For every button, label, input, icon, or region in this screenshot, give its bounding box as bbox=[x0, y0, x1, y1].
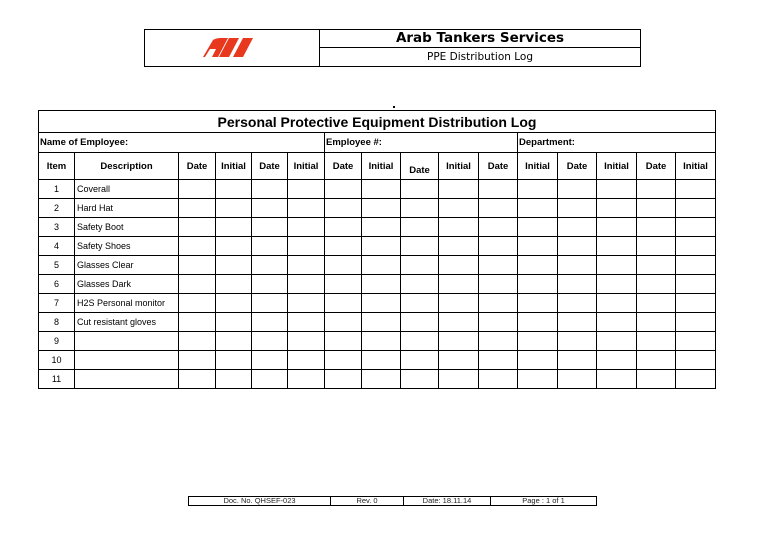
initial-cell[interactable] bbox=[518, 370, 558, 389]
table-row bbox=[39, 256, 716, 275]
item-number: 2 bbox=[39, 199, 75, 218]
initial-cell[interactable] bbox=[676, 294, 716, 313]
initial-cell[interactable] bbox=[216, 370, 252, 389]
table-row bbox=[39, 275, 716, 294]
initial-cell[interactable] bbox=[439, 180, 479, 199]
date-cell[interactable] bbox=[325, 351, 362, 370]
date-cell[interactable] bbox=[179, 275, 216, 294]
initial-cell[interactable] bbox=[362, 275, 401, 294]
date-cell[interactable] bbox=[179, 313, 216, 332]
document-header bbox=[144, 29, 641, 67]
item-number: 3 bbox=[39, 218, 75, 237]
initial-cell[interactable] bbox=[597, 199, 637, 218]
date-cell[interactable] bbox=[558, 313, 597, 332]
column-header: Initial bbox=[518, 153, 558, 180]
initial-cell[interactable] bbox=[288, 294, 325, 313]
column-header: Description bbox=[75, 153, 179, 180]
initial-cell[interactable] bbox=[518, 332, 558, 351]
initial-cell[interactable] bbox=[518, 351, 558, 370]
date-cell[interactable] bbox=[479, 180, 518, 199]
table-row bbox=[39, 294, 716, 313]
initial-cell[interactable] bbox=[439, 237, 479, 256]
date-cell[interactable] bbox=[637, 351, 676, 370]
initial-cell[interactable] bbox=[216, 180, 252, 199]
initial-cell[interactable] bbox=[676, 370, 716, 389]
table-row bbox=[39, 180, 716, 199]
document-footer bbox=[188, 496, 597, 506]
initial-cell[interactable] bbox=[439, 256, 479, 275]
column-header: Initial bbox=[216, 153, 252, 180]
column-header: Date bbox=[179, 153, 216, 180]
item-number: 1 bbox=[39, 180, 75, 199]
date-cell[interactable] bbox=[401, 275, 439, 294]
company-name: Arab Tankers Services bbox=[320, 30, 640, 48]
initial-cell[interactable] bbox=[288, 351, 325, 370]
item-description: Glasses Clear bbox=[75, 256, 179, 275]
column-header: Initial bbox=[288, 153, 325, 180]
initial-cell[interactable] bbox=[216, 218, 252, 237]
date-cell[interactable] bbox=[479, 332, 518, 351]
item-number: 10 bbox=[39, 351, 75, 370]
column-header: Item bbox=[39, 153, 75, 180]
item-description: Safety Shoes bbox=[75, 237, 179, 256]
initial-cell[interactable] bbox=[288, 199, 325, 218]
initial-cell[interactable] bbox=[676, 351, 716, 370]
table-row bbox=[39, 332, 716, 351]
initial-cell[interactable] bbox=[288, 313, 325, 332]
date-cell[interactable] bbox=[179, 180, 216, 199]
item-number: 11 bbox=[39, 370, 75, 389]
initial-cell[interactable] bbox=[439, 294, 479, 313]
date-cell[interactable] bbox=[325, 275, 362, 294]
column-header: Initial bbox=[362, 153, 401, 180]
employee-number-field[interactable]: Employee #: bbox=[325, 133, 518, 153]
initial-cell[interactable] bbox=[518, 256, 558, 275]
date-cell[interactable] bbox=[325, 237, 362, 256]
item-description: Safety Boot bbox=[75, 218, 179, 237]
initial-cell[interactable] bbox=[362, 256, 401, 275]
date-cell[interactable] bbox=[325, 294, 362, 313]
initial-cell[interactable] bbox=[597, 256, 637, 275]
date-cell[interactable] bbox=[558, 294, 597, 313]
date-cell[interactable] bbox=[325, 332, 362, 351]
initial-cell[interactable] bbox=[362, 370, 401, 389]
date-cell[interactable] bbox=[179, 218, 216, 237]
initial-cell[interactable] bbox=[676, 180, 716, 199]
initial-cell[interactable] bbox=[216, 351, 252, 370]
date-cell[interactable] bbox=[401, 294, 439, 313]
date-cell[interactable] bbox=[637, 370, 676, 389]
item-number: 5 bbox=[39, 256, 75, 275]
date-cell[interactable] bbox=[401, 332, 439, 351]
date-cell[interactable] bbox=[325, 313, 362, 332]
initial-cell[interactable] bbox=[518, 275, 558, 294]
date-cell[interactable] bbox=[252, 199, 288, 218]
initial-cell[interactable] bbox=[518, 313, 558, 332]
date-cell[interactable] bbox=[637, 275, 676, 294]
date-cell[interactable] bbox=[637, 199, 676, 218]
item-number: 8 bbox=[39, 313, 75, 332]
initial-cell[interactable] bbox=[597, 275, 637, 294]
date-cell[interactable] bbox=[637, 313, 676, 332]
initial-cell[interactable] bbox=[597, 332, 637, 351]
column-header: Date bbox=[558, 153, 597, 180]
date-cell[interactable] bbox=[558, 332, 597, 351]
initial-cell[interactable] bbox=[518, 218, 558, 237]
initial-cell[interactable] bbox=[676, 313, 716, 332]
date-cell[interactable] bbox=[637, 332, 676, 351]
date-cell[interactable] bbox=[401, 218, 439, 237]
date-cell[interactable] bbox=[252, 237, 288, 256]
table-row bbox=[39, 313, 716, 332]
date-cell[interactable] bbox=[252, 294, 288, 313]
ats-logo-icon bbox=[195, 37, 269, 59]
column-header: Initial bbox=[439, 153, 479, 180]
initial-cell[interactable] bbox=[518, 180, 558, 199]
item-description: Cut resistant gloves bbox=[75, 313, 179, 332]
date-cell[interactable] bbox=[401, 351, 439, 370]
initial-cell[interactable] bbox=[676, 199, 716, 218]
date-cell[interactable] bbox=[325, 256, 362, 275]
date-cell[interactable] bbox=[558, 199, 597, 218]
initial-cell[interactable] bbox=[216, 313, 252, 332]
initial-cell[interactable] bbox=[518, 294, 558, 313]
date-cell[interactable] bbox=[479, 313, 518, 332]
item-description bbox=[75, 370, 179, 389]
initial-cell[interactable] bbox=[676, 332, 716, 351]
initial-cell[interactable] bbox=[597, 294, 637, 313]
date-cell[interactable] bbox=[637, 180, 676, 199]
date-cell[interactable] bbox=[479, 351, 518, 370]
date-cell[interactable] bbox=[479, 199, 518, 218]
initial-cell[interactable] bbox=[288, 256, 325, 275]
date-cell[interactable] bbox=[401, 199, 439, 218]
initial-cell[interactable] bbox=[216, 294, 252, 313]
date-cell[interactable] bbox=[179, 332, 216, 351]
initial-cell[interactable] bbox=[439, 332, 479, 351]
item-description: H2S Personal monitor bbox=[75, 294, 179, 313]
date-cell[interactable] bbox=[252, 370, 288, 389]
initial-cell[interactable] bbox=[518, 237, 558, 256]
initial-cell[interactable] bbox=[288, 370, 325, 389]
date-cell[interactable] bbox=[401, 370, 439, 389]
initial-cell[interactable] bbox=[362, 199, 401, 218]
initial-cell[interactable] bbox=[288, 332, 325, 351]
item-description bbox=[75, 332, 179, 351]
date-cell[interactable] bbox=[252, 256, 288, 275]
table-title: Personal Protective Equipment Distribution Log bbox=[39, 111, 716, 133]
column-header: Date bbox=[637, 153, 676, 180]
date-cell[interactable] bbox=[479, 370, 518, 389]
initial-cell[interactable] bbox=[288, 275, 325, 294]
date-cell[interactable] bbox=[252, 218, 288, 237]
date-cell[interactable] bbox=[637, 237, 676, 256]
initial-cell[interactable] bbox=[439, 370, 479, 389]
date-cell[interactable] bbox=[252, 351, 288, 370]
column-header: Initial bbox=[676, 153, 716, 180]
initial-cell[interactable] bbox=[676, 275, 716, 294]
initial-cell[interactable] bbox=[362, 218, 401, 237]
column-header: Initial bbox=[597, 153, 637, 180]
table-row bbox=[39, 351, 716, 370]
initial-cell[interactable] bbox=[216, 275, 252, 294]
initial-cell[interactable] bbox=[597, 218, 637, 237]
initial-cell[interactable] bbox=[676, 256, 716, 275]
doc-number: Doc. No. QHSEF-023 bbox=[189, 497, 331, 505]
date-cell[interactable] bbox=[401, 237, 439, 256]
date-cell[interactable] bbox=[401, 313, 439, 332]
initial-cell[interactable] bbox=[518, 199, 558, 218]
initial-cell[interactable] bbox=[439, 218, 479, 237]
date-cell[interactable] bbox=[252, 275, 288, 294]
column-header: Date bbox=[252, 153, 288, 180]
date-cell[interactable] bbox=[252, 180, 288, 199]
date-cell[interactable] bbox=[179, 370, 216, 389]
date-cell[interactable] bbox=[179, 199, 216, 218]
initial-cell[interactable] bbox=[597, 237, 637, 256]
initial-cell[interactable] bbox=[439, 275, 479, 294]
initial-cell[interactable] bbox=[216, 332, 252, 351]
form-subtitle: PPE Distribution Log bbox=[427, 51, 533, 63]
company-logo bbox=[145, 30, 320, 66]
initial-cell[interactable] bbox=[439, 313, 479, 332]
item-description bbox=[75, 351, 179, 370]
initial-cell[interactable] bbox=[216, 199, 252, 218]
initial-cell[interactable] bbox=[597, 351, 637, 370]
date-cell[interactable] bbox=[325, 370, 362, 389]
date-cell[interactable] bbox=[479, 237, 518, 256]
date-cell[interactable] bbox=[558, 218, 597, 237]
initial-cell[interactable] bbox=[597, 180, 637, 199]
initial-cell[interactable] bbox=[288, 218, 325, 237]
initial-cell[interactable] bbox=[439, 199, 479, 218]
initial-cell[interactable] bbox=[362, 294, 401, 313]
initial-cell[interactable] bbox=[676, 218, 716, 237]
table-row bbox=[39, 199, 716, 218]
date-cell[interactable] bbox=[637, 294, 676, 313]
date-cell[interactable] bbox=[558, 351, 597, 370]
initial-cell[interactable] bbox=[597, 313, 637, 332]
initial-cell[interactable] bbox=[216, 256, 252, 275]
table-row bbox=[39, 218, 716, 237]
initial-cell[interactable] bbox=[362, 351, 401, 370]
item-description: Glasses Dark bbox=[75, 275, 179, 294]
date-cell[interactable] bbox=[558, 256, 597, 275]
date-cell[interactable] bbox=[558, 275, 597, 294]
initial-cell[interactable] bbox=[362, 180, 401, 199]
initial-cell[interactable] bbox=[216, 237, 252, 256]
initial-cell[interactable] bbox=[362, 332, 401, 351]
department-field[interactable]: Department: bbox=[518, 133, 716, 153]
date-cell[interactable] bbox=[558, 370, 597, 389]
date-cell[interactable] bbox=[637, 218, 676, 237]
item-number: 4 bbox=[39, 237, 75, 256]
item-description: Coverall bbox=[75, 180, 179, 199]
item-number: 7 bbox=[39, 294, 75, 313]
date-cell[interactable] bbox=[179, 237, 216, 256]
item-description: Hard Hat bbox=[75, 199, 179, 218]
initial-cell[interactable] bbox=[597, 370, 637, 389]
table-row bbox=[39, 237, 716, 256]
column-header: Date bbox=[479, 153, 518, 180]
date-cell[interactable] bbox=[558, 237, 597, 256]
revision: Rev. 0 bbox=[331, 497, 404, 505]
date-cell[interactable] bbox=[179, 351, 216, 370]
initial-cell[interactable] bbox=[439, 351, 479, 370]
date-cell[interactable] bbox=[479, 256, 518, 275]
date-cell[interactable] bbox=[252, 332, 288, 351]
date-cell[interactable] bbox=[325, 180, 362, 199]
employee-name-field[interactable]: Name of Employee: bbox=[39, 133, 325, 153]
item-number: 9 bbox=[39, 332, 75, 351]
date-cell[interactable] bbox=[325, 199, 362, 218]
ppe-log-table bbox=[38, 110, 716, 389]
column-header: Date bbox=[401, 153, 439, 180]
date-cell[interactable] bbox=[401, 180, 439, 199]
date-cell[interactable] bbox=[179, 294, 216, 313]
date-cell[interactable] bbox=[558, 180, 597, 199]
column-header: Date bbox=[325, 153, 362, 180]
initial-cell[interactable] bbox=[288, 237, 325, 256]
date-cell[interactable] bbox=[179, 256, 216, 275]
date-cell[interactable] bbox=[325, 218, 362, 237]
initial-cell[interactable] bbox=[288, 180, 325, 199]
page-number: Page : 1 of 1 bbox=[522, 496, 565, 505]
date-cell[interactable] bbox=[637, 256, 676, 275]
date-cell[interactable] bbox=[401, 256, 439, 275]
date-cell[interactable] bbox=[479, 275, 518, 294]
date-cell[interactable] bbox=[479, 218, 518, 237]
table-row bbox=[39, 370, 716, 389]
date-cell[interactable] bbox=[479, 294, 518, 313]
initial-cell[interactable] bbox=[676, 237, 716, 256]
stray-mark bbox=[393, 106, 395, 108]
initial-cell[interactable] bbox=[362, 313, 401, 332]
initial-cell[interactable] bbox=[362, 237, 401, 256]
issue-date: Date: 18.11.14 bbox=[404, 497, 491, 505]
item-number: 6 bbox=[39, 275, 75, 294]
date-cell[interactable] bbox=[252, 313, 288, 332]
